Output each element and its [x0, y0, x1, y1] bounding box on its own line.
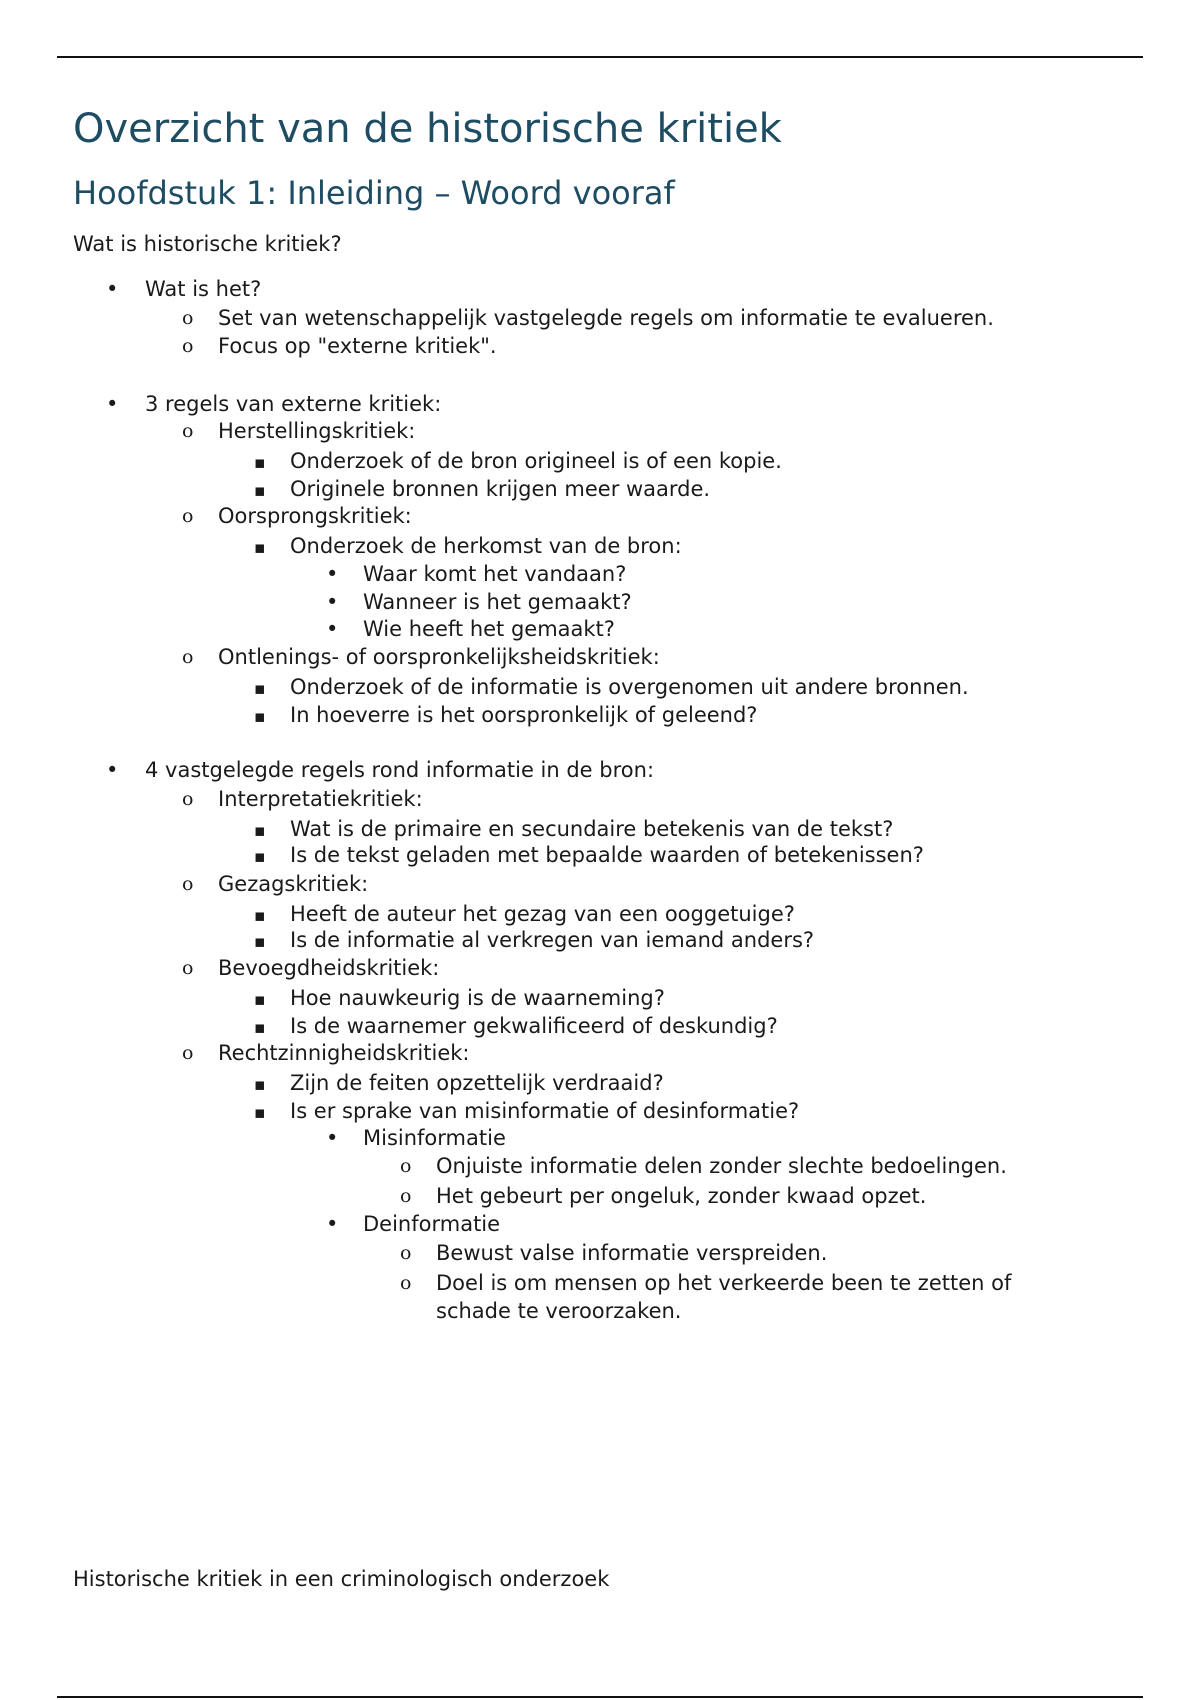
bullet-icon	[326, 1125, 338, 1151]
list-item: Heeft de auteur het gezag van een ooggetuige?	[290, 902, 795, 926]
list-item: Onderzoek of de informatie is overgenomen uit andere bronnen.	[290, 675, 969, 699]
list-item: Hoe nauwkeurig is de waarneming?	[290, 986, 665, 1010]
footer-text: Historische kritiek in een criminologisch onderzoek	[73, 1567, 610, 1591]
rule-label: Oorsprongskritiek:	[218, 504, 412, 528]
square-bullet-icon	[254, 901, 266, 929]
square-bullet-icon	[254, 674, 266, 702]
list-item: Is de waarnemer gekwalificeerd of deskundig?	[290, 1014, 778, 1038]
bottom-rule	[57, 1696, 1143, 1698]
rule-label: Gezagskritiek:	[218, 872, 369, 896]
list-item: Is de tekst geladen met bepaalde waarden of betekenissen?	[290, 843, 924, 867]
list-item: Waar komt het vandaan?	[363, 562, 627, 586]
list-item: Deinformatie	[363, 1212, 501, 1236]
bullet-icon	[326, 616, 338, 642]
list-item: Is er sprake van misinformatie of desinformatie?	[290, 1099, 800, 1123]
bullet-icon	[106, 276, 118, 302]
square-bullet-icon	[254, 476, 266, 504]
square-bullet-icon	[254, 985, 266, 1013]
bullet-icon	[326, 1211, 338, 1237]
bullet-icon	[106, 757, 118, 783]
circle-bullet-icon	[182, 786, 193, 812]
rule-label: Rechtzinnigheidskritiek:	[218, 1041, 470, 1065]
circle-bullet-icon	[400, 1183, 411, 1209]
list-item: Wie heeft het gemaakt?	[363, 617, 615, 641]
list-item: Focus op "externe kritiek".	[218, 334, 497, 358]
circle-bullet-icon	[182, 644, 193, 670]
list-item: Set van wetenschappelijk vastgelegde regels om informatie te evalueren.	[218, 306, 994, 330]
chapter-heading: Hoofdstuk 1: Inleiding – Woord vooraf	[73, 174, 675, 212]
list-item: In hoeverre is het oorspronkelijk of geleend?	[290, 703, 758, 727]
list-item: Bewust valse informatie verspreiden.	[436, 1241, 828, 1265]
rule-label: Interpretatiekritiek:	[218, 787, 423, 811]
bullet-icon	[326, 561, 338, 587]
circle-bullet-icon	[400, 1153, 411, 1179]
square-bullet-icon	[254, 702, 266, 730]
list-item: Is de informatie al verkregen van iemand anders?	[290, 928, 815, 952]
square-bullet-icon	[254, 927, 266, 955]
list-item-continuation: schade te veroorzaken.	[436, 1299, 682, 1323]
list-item: Zijn de feiten opzettelijk verdraaid?	[290, 1071, 664, 1095]
square-bullet-icon	[254, 816, 266, 844]
list-item: Het gebeurt per ongeluk, zonder kwaad opzet.	[436, 1184, 927, 1208]
bullet-icon	[106, 391, 118, 417]
circle-bullet-icon	[400, 1240, 411, 1266]
circle-bullet-icon	[182, 333, 193, 359]
top-rule	[57, 56, 1143, 58]
list-item: Onderzoek de herkomst van de bron:	[290, 534, 682, 558]
square-bullet-icon	[254, 533, 266, 561]
rule-label: Bevoegdheidskritiek:	[218, 956, 440, 980]
circle-bullet-icon	[182, 503, 193, 529]
section1-heading: Wat is het?	[145, 277, 262, 301]
bullet-icon	[326, 589, 338, 615]
square-bullet-icon	[254, 1013, 266, 1041]
page-title: Overzicht van de historische kritiek	[73, 106, 782, 152]
section2-heading: 3 regels van externe kritiek:	[145, 392, 442, 416]
list-item: Wat is de primaire en secundaire betekenis van de tekst?	[290, 817, 894, 841]
circle-bullet-icon	[182, 1040, 193, 1066]
square-bullet-icon	[254, 1070, 266, 1098]
list-item: Onderzoek of de bron origineel is of een kopie.	[290, 449, 782, 473]
square-bullet-icon	[254, 842, 266, 870]
circle-bullet-icon	[182, 955, 193, 981]
section3-heading: 4 vastgelegde regels rond informatie in de bron:	[145, 758, 655, 782]
list-item: Misinformatie	[363, 1126, 506, 1150]
list-item: Originele bronnen krijgen meer waarde.	[290, 477, 711, 501]
list-item: Doel is om mensen op het verkeerde been te zetten of	[436, 1271, 1012, 1295]
rule-label: Ontlenings- of oorspronkelijksheidskritiek:	[218, 645, 660, 669]
rule-label: Herstellingskritiek:	[218, 419, 416, 443]
circle-bullet-icon	[182, 871, 193, 897]
circle-bullet-icon	[182, 305, 193, 331]
list-item: Wanneer is het gemaakt?	[363, 590, 632, 614]
square-bullet-icon	[254, 1098, 266, 1126]
circle-bullet-icon	[400, 1270, 411, 1296]
square-bullet-icon	[254, 448, 266, 476]
circle-bullet-icon	[182, 418, 193, 444]
intro-question: Wat is historische kritiek?	[73, 232, 342, 256]
list-item: Onjuiste informatie delen zonder slechte bedoelingen.	[436, 1154, 1007, 1178]
